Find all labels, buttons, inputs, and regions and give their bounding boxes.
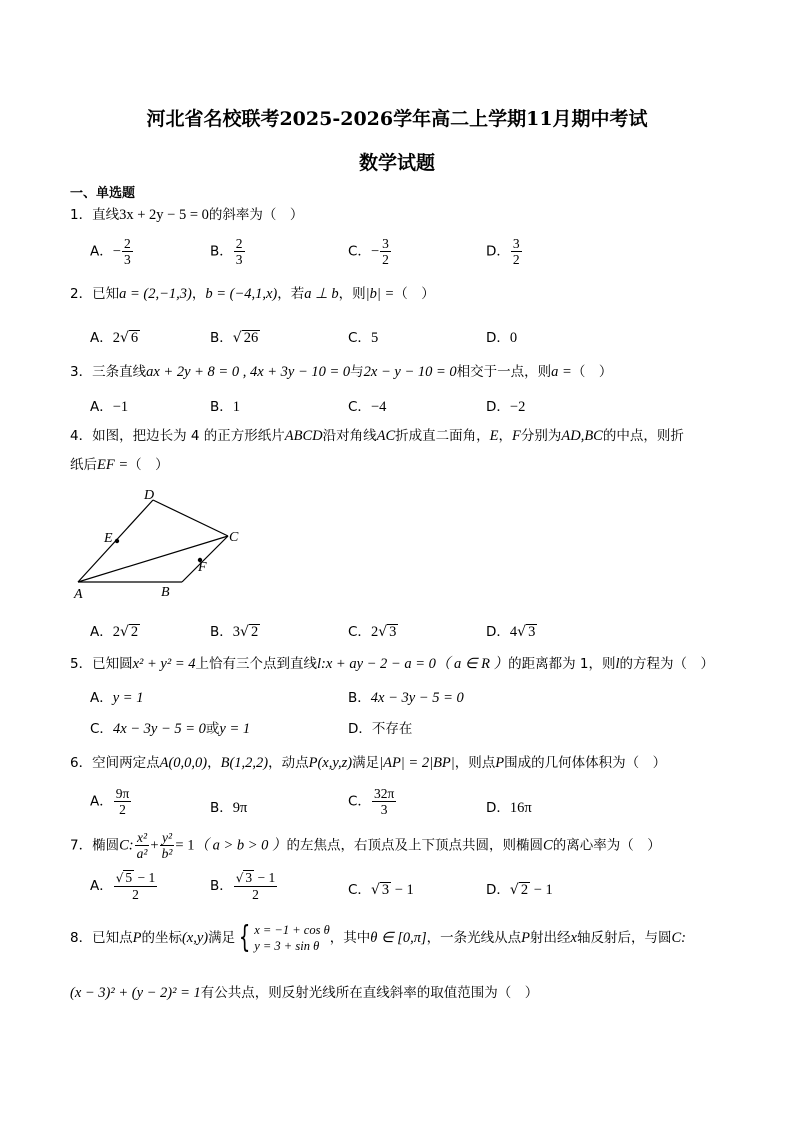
question-2-stem: 2．已知a = (2,−1,3)，b = (−4,1,x)，若a ⊥ b，则|b| =（ ） (70, 286, 435, 302)
q5-option-a[interactable]: A．y = 1 (90, 690, 144, 706)
q1-option-d[interactable]: D． $\frac{3}{2}$ (486, 236, 520, 267)
question-4-stem-line2: 纸后EF =（ ） (70, 457, 169, 473)
q7-option-c[interactable]: C．√ 3 − 1 (348, 882, 414, 898)
q6-option-d[interactable]: D．16π (486, 800, 532, 816)
edge-dc (153, 500, 228, 536)
q4-option-b[interactable]: B．3√ 2 (210, 624, 259, 640)
label-d: D (144, 488, 155, 503)
q5-option-c[interactable]: C．4x − 3y − 5 = 0或y = 1 (90, 721, 251, 737)
q5-option-d[interactable]: D．不存在 (348, 721, 413, 737)
q1-option-b[interactable]: B． $\frac{2}{3}$ (210, 236, 243, 267)
section-heading: 一、单选题 (70, 186, 136, 201)
q3-option-b[interactable]: B．1 (210, 399, 241, 415)
question-6-stem: 6．空间两定点A(0,0,0)，B(1,2,2)，动点P(x,y,z)满足|AP| = 2|BP|，则点P围成的几何体体积为（ ） (70, 755, 667, 771)
label-e: E (104, 531, 113, 546)
question-5-stem: 5．已知圆x² + y² = 4上恰有三个点到直线l:x + ay − 2 − a = 0（ a ∈ R ）的距离都为 1，则l的方程为（ ） (70, 656, 715, 672)
q1-option-c[interactable]: C．− $\frac{3}{2}$ (348, 236, 389, 267)
question-1-stem: 1．直线3x + 2y − 5 = 0的斜率为（ ） (70, 207, 304, 223)
q1-option-a[interactable]: A．− $\frac{2}{3}$ (90, 236, 131, 267)
page-subtitle: 数学试题 (358, 152, 435, 174)
q2-option-d[interactable]: D．0 (486, 330, 518, 346)
label-c: C (229, 530, 239, 545)
q7-option-a[interactable]: A． $\frac{√ 5 - 1}{2}$ (90, 870, 156, 902)
question-7-stem: 7．椭圆C: $\frac{\text{x²}}{\text{a²}}$ + $\frac{\text{y²}}{\text{b²}}$ = 1（ a > b > 0 ）的左焦点，右顶点及上下顶点共圆，则椭圆C的离心率为（ ） (70, 830, 661, 861)
q7-option-d[interactable]: D．√ 2 − 1 (486, 882, 553, 898)
q3-option-d[interactable]: D．−2 (486, 399, 526, 415)
label-f: F (198, 560, 207, 575)
q2-option-a[interactable]: A．2√ 6 (90, 330, 139, 346)
question-8-stem-line1: 8．已知点P的坐标(x,y)满足 { x = −1 + cos θ y = 3 + sin θ ，其中θ ∈ [0,π]，一条光线从点P射出经x轴反射后，与圆C: (70, 922, 686, 954)
label-a: A (74, 587, 83, 602)
q6-option-a[interactable]: A． $\frac{9\pi}{2}$ (90, 786, 130, 817)
q5-option-b[interactable]: B．4x − 3y − 5 = 0 (348, 690, 464, 706)
question-4-stem-line1: 4．如图，把边长为 4 的正方形纸片ABCD沿对角线AC折成直二面角，E，F分别为AD,BC的中点，则折 (70, 428, 684, 444)
q6-option-b[interactable]: B．9π (210, 800, 248, 816)
label-b: B (161, 585, 170, 600)
page-title: 河北省名校联考2025-2026学年高二上学期11月期中考试 (146, 108, 648, 130)
q3-option-a[interactable]: A．−1 (90, 399, 129, 415)
q7-option-b[interactable]: B． $\frac{√ 3 - 1}{2}$ (210, 870, 276, 902)
q4-option-a[interactable]: A．2√ 2 (90, 624, 139, 640)
q4-option-c[interactable]: C．2√ 3 (348, 624, 397, 640)
q6-option-c[interactable]: C． $\frac{32\pi}{3}$ (348, 786, 395, 817)
q3-option-c[interactable]: C．−4 (348, 399, 387, 415)
q2-option-c[interactable]: C．5 (348, 330, 379, 346)
question-8-stem-line2: (x − 3)² + (y − 2)² = 1有公共点，则反射光线所在直线斜率的取值范围为（ ） (70, 985, 539, 1001)
folded-square-figure (70, 482, 250, 602)
question-3-stem: 3．三条直线ax + 2y + 8 = 0 , 4x + 3y − 10 = 0与2x − y − 10 = 0相交于一点，则a =（ ） (70, 364, 613, 380)
q4-option-d[interactable]: D．4√ 3 (486, 624, 536, 640)
q2-option-b[interactable]: B．√ 26 (210, 330, 259, 346)
point-e (115, 539, 119, 543)
